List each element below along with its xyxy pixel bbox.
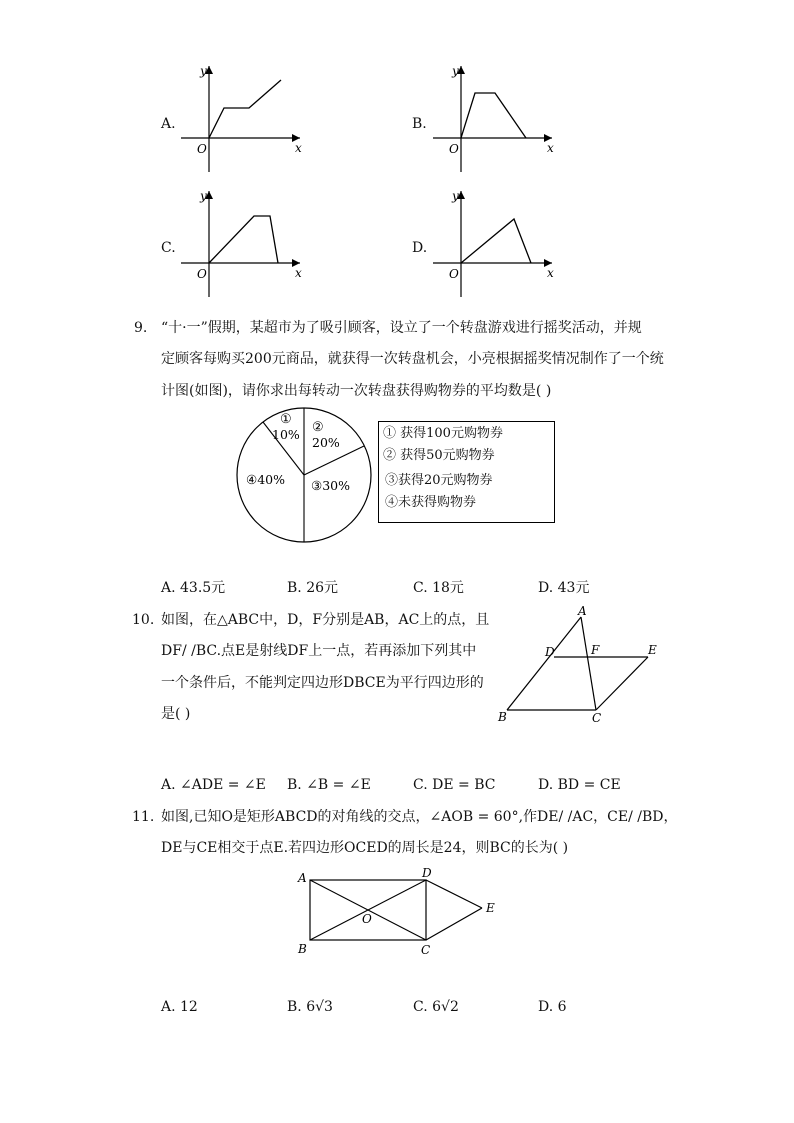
origin-label: O (449, 267, 459, 281)
option-b-label: B. (412, 116, 427, 132)
point-o-label: O (362, 912, 372, 926)
q11-text-line1: 如图,已知O是矩形ABCD的对角线的交点，∠AOB = 60°,作DE/ /AC，CE/ /BD， (161, 809, 678, 825)
q10-text-line1: 如图，在△ABC中，D，F分别是AB，AC上的点，且 (161, 612, 490, 628)
y-axis-label: y (200, 189, 207, 203)
q10-option-d: D. BD = CE (538, 777, 621, 793)
pie-slice-2-mark: ② (312, 420, 324, 435)
x-axis-label: x (295, 141, 302, 155)
legend-item: ④未获得购物券 (385, 495, 477, 510)
y-axis-label: y (452, 64, 459, 78)
q9-option-d: D. 43元 (538, 580, 590, 596)
graph-option-c (178, 185, 308, 300)
origin-label: O (449, 142, 459, 156)
q9-option-a: A. 43.5元 (161, 580, 226, 596)
point-f-label: F (591, 643, 600, 657)
q11-text-line2: DE与CE相交于点E.若四边形OCED的周长是24，则BC的长为( ) (161, 840, 569, 856)
pie-chart (230, 400, 380, 550)
q9-option-c: C. 18元 (413, 580, 464, 596)
q9-text-line3: 计图(如图)，请你求出每转动一次转盘获得购物券的平均数是( ) (161, 383, 552, 399)
graph-option-b (430, 60, 560, 175)
q11-number: 11. (132, 809, 155, 825)
point-d-label: D (422, 866, 432, 880)
origin-label: O (197, 267, 207, 281)
q9-option-b: B. 26元 (287, 580, 339, 596)
q10-option-c: C. DE = BC (413, 777, 496, 793)
origin-label: O (197, 142, 207, 156)
pie-slice-3-label: ③30% (311, 478, 350, 493)
y-axis-label: y (200, 64, 207, 78)
pie-slice-1-label: 10% (272, 427, 300, 442)
legend-item: ② 获得50元购物券 (383, 448, 495, 463)
point-a-label: A (578, 605, 587, 618)
point-d-label: D (545, 645, 555, 659)
q10-number: 10. (132, 612, 155, 628)
q9-text-line2: 定顾客每购买200元商品，就获得一次转盘机会，小亮根据摇奖情况制作了一个统 (161, 351, 664, 367)
point-a-label: A (298, 871, 307, 885)
q10-option-b: B. ∠B = ∠E (287, 777, 371, 793)
legend-item: ③获得20元购物券 (385, 473, 493, 488)
option-c-label: C. (161, 240, 176, 256)
point-c-label: C (421, 943, 431, 957)
q10-text-line4: 是( ) (161, 706, 191, 722)
pie-slice-4-label: ④40% (246, 472, 285, 487)
q10-figure (490, 605, 670, 730)
y-axis-label: y (452, 189, 459, 203)
q11-option-b: B. 6√3 (287, 999, 333, 1015)
point-e-label: E (486, 901, 495, 915)
x-axis-label: x (547, 141, 554, 155)
graph-option-a (178, 60, 308, 175)
q11-option-d: D. 6 (538, 999, 567, 1015)
legend-item: ① 获得100元购物券 (383, 426, 503, 441)
q11-option-c: C. 6√2 (413, 999, 459, 1015)
q10-text-line2: DF/ /BC.点E是射线DF上一点，若再添加下列其中 (161, 643, 477, 659)
point-e-label: E (648, 643, 657, 657)
q9-number: 9. (134, 320, 148, 336)
option-d-label: D. (412, 240, 428, 256)
point-b-label: B (498, 710, 507, 724)
point-b-label: B (298, 942, 307, 956)
q10-option-a: A. ∠ADE = ∠E (161, 777, 266, 793)
option-a-label: A. (161, 116, 176, 132)
q11-option-a: A. 12 (161, 999, 198, 1015)
x-axis-label: x (295, 266, 302, 280)
graph-option-d (430, 185, 560, 300)
pie-legend (378, 421, 555, 523)
q9-text-line1: “十·一”假期，某超市为了吸引顾客，设立了一个转盘游戏进行摇奖活动，并规 (161, 320, 642, 336)
x-axis-label: x (547, 266, 554, 280)
pie-slice-1-mark: ① (280, 412, 292, 427)
pie-slice-2-label: 20% (312, 435, 340, 450)
q10-text-line3: 一个条件后，不能判定四边形DBCE为平行四边形的 (161, 675, 484, 691)
point-c-label: C (592, 711, 602, 725)
q11-figure (290, 860, 510, 960)
